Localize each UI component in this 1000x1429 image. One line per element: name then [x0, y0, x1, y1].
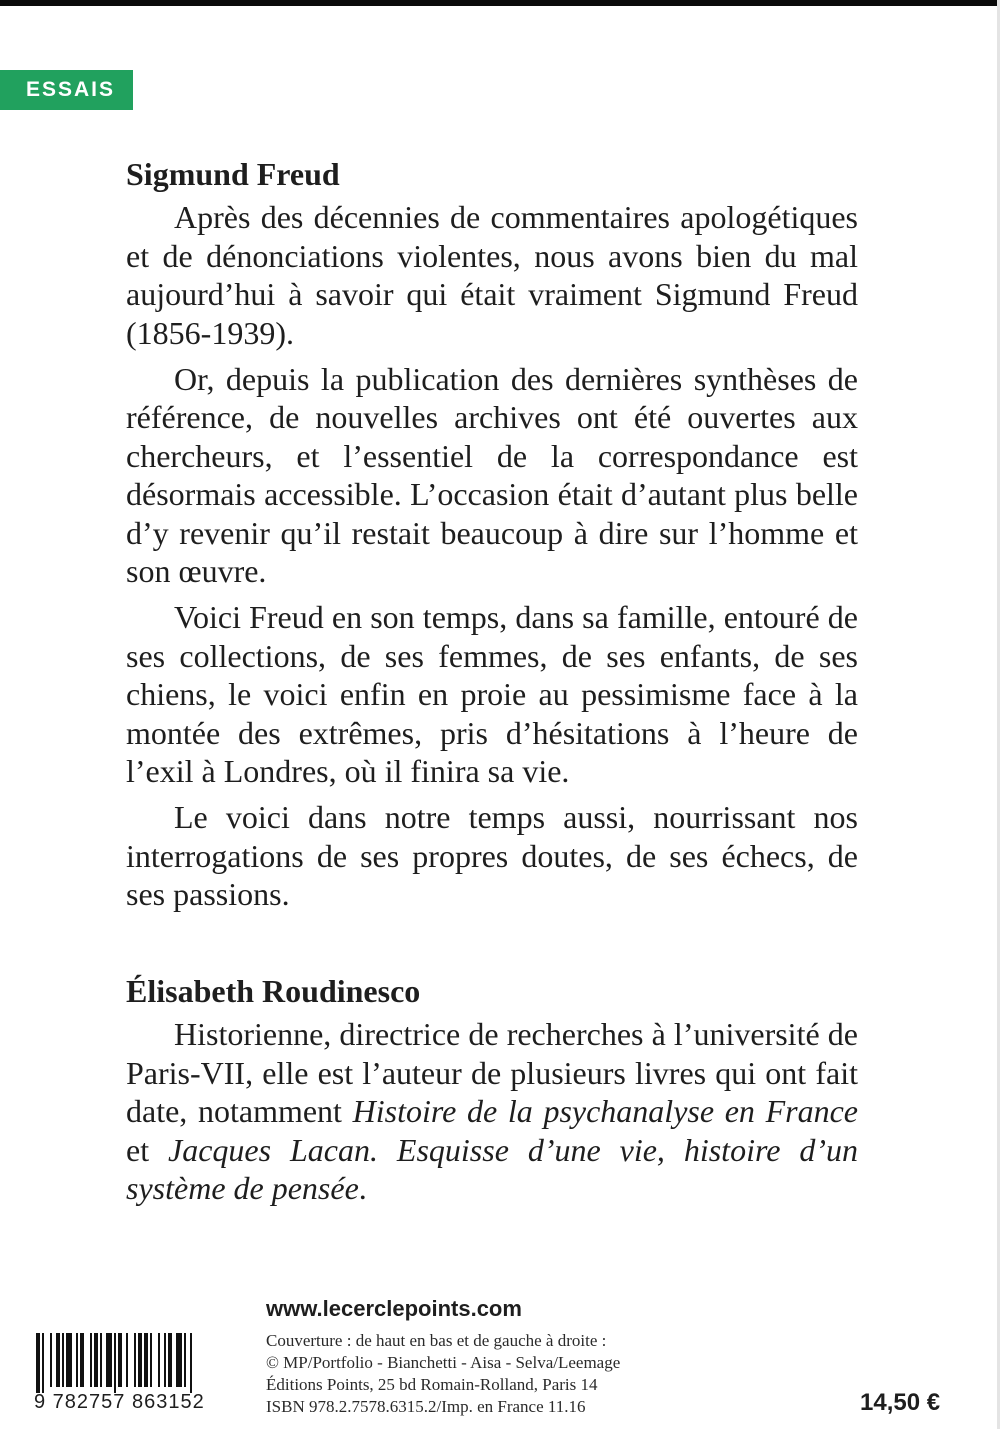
top-edge	[0, 0, 1000, 6]
barcode-bar	[168, 1333, 172, 1387]
author-heading: Élisabeth Roudinesco	[126, 973, 421, 1009]
summary-paragraph-1: Après des décennies de commentaires apologétiques et de dénonciations violentes, nous avons bien du mal aujourd’hui à savoir qui était vraiment Sigmund Freud (1856-1939).	[126, 199, 858, 351]
barcode-bar	[90, 1333, 92, 1387]
publisher-website: www.lecerclepoints.com	[266, 1296, 522, 1321]
barcode-bar	[62, 1333, 64, 1387]
barcode-bar	[80, 1333, 84, 1387]
author-bio-intro: Historienne, directrice de recherches à l’université de Paris-VII, elle est l’auteur de plusieurs livres qui ont fait date, notamment	[126, 1016, 858, 1129]
price-label: 14,50 €	[860, 1389, 941, 1416]
credits-line-2: © MP/Portfolio - Bianchetti - Aisa - Selva/Leemage	[266, 1353, 621, 1372]
summary-paragraph-2: Or, depuis la publication des dernières synthèses de référence, de nouvelles archives ont été ouvertes aux chercheurs, et l’essentiel de la correspondance est désormais accessible. L’occasion était d’autant plus belle d’y revenir qu’il restait beaucoup à dire sur l’homme et son œuvre.	[126, 360, 858, 589]
barcode-bar	[66, 1333, 72, 1387]
barcode-bar	[76, 1333, 78, 1387]
barcode-bar	[42, 1333, 44, 1393]
author-bio	[126, 1015, 858, 1208]
barcode-bar	[106, 1333, 112, 1387]
barcode-bar	[164, 1333, 166, 1387]
book-title-heading: Sigmund Freud	[126, 156, 340, 192]
summary-paragraph-4: Le voici dans notre temps aussi, nourrissant nos interrogations de ses propres doutes, de ses échecs, de ses passions.	[126, 799, 858, 912]
credits-line-1: Couverture : de haut en bas et de gauche à droite :	[266, 1331, 607, 1350]
barcode-bar	[158, 1333, 160, 1387]
author-bio-end: .	[358, 1170, 367, 1206]
summary-paragraph-3: Voici Freud en son temps, dans sa famille, entouré de ses collections, de ses femmes, de ses enfants, de ses chiens, le voici enfin en proie au pessimisme face à la montée des extrêmes, pris d’hésitations à l’heure de l’exil à Londres, où il finira sa vie.	[126, 599, 858, 789]
credits-line-4: ISBN 978.2.7578.6315.2/Imp. en France 11.16	[266, 1397, 586, 1416]
back-cover-text	[126, 150, 858, 1215]
book-title-1: Histoire de la psychanalyse en France	[352, 1093, 859, 1129]
credits-block	[266, 1330, 620, 1418]
barcode-bar	[184, 1333, 186, 1387]
barcode-bar	[176, 1333, 182, 1387]
barcode	[24, 1333, 254, 1423]
credits-line-3: Éditions Points, 25 bd Romain-Rolland, Paris 14	[266, 1375, 598, 1394]
barcode-bar	[114, 1333, 116, 1393]
author-bio-connector: et	[126, 1131, 169, 1168]
barcode-bar	[138, 1333, 142, 1387]
barcode-bar	[100, 1333, 102, 1387]
barcode-bar	[126, 1333, 128, 1387]
barcode-bar	[56, 1333, 60, 1387]
barcode-bar	[134, 1333, 136, 1387]
barcode-bar	[94, 1333, 98, 1387]
barcode-digits: 9 782757 863152	[34, 1391, 205, 1413]
book-title-2: Jacques Lacan. Esquisse d’une vie, histoire d’un système de pensée	[126, 1131, 859, 1206]
barcode-bar	[118, 1333, 122, 1387]
section-gap	[126, 921, 858, 967]
barcode-bars	[24, 1333, 254, 1393]
collection-badge: ESSAIS	[0, 70, 133, 110]
barcode-bar	[190, 1333, 192, 1393]
barcode-bar	[50, 1333, 52, 1387]
barcode-bar	[144, 1333, 148, 1387]
barcode-bar	[36, 1333, 40, 1393]
barcode-bar	[150, 1333, 152, 1387]
